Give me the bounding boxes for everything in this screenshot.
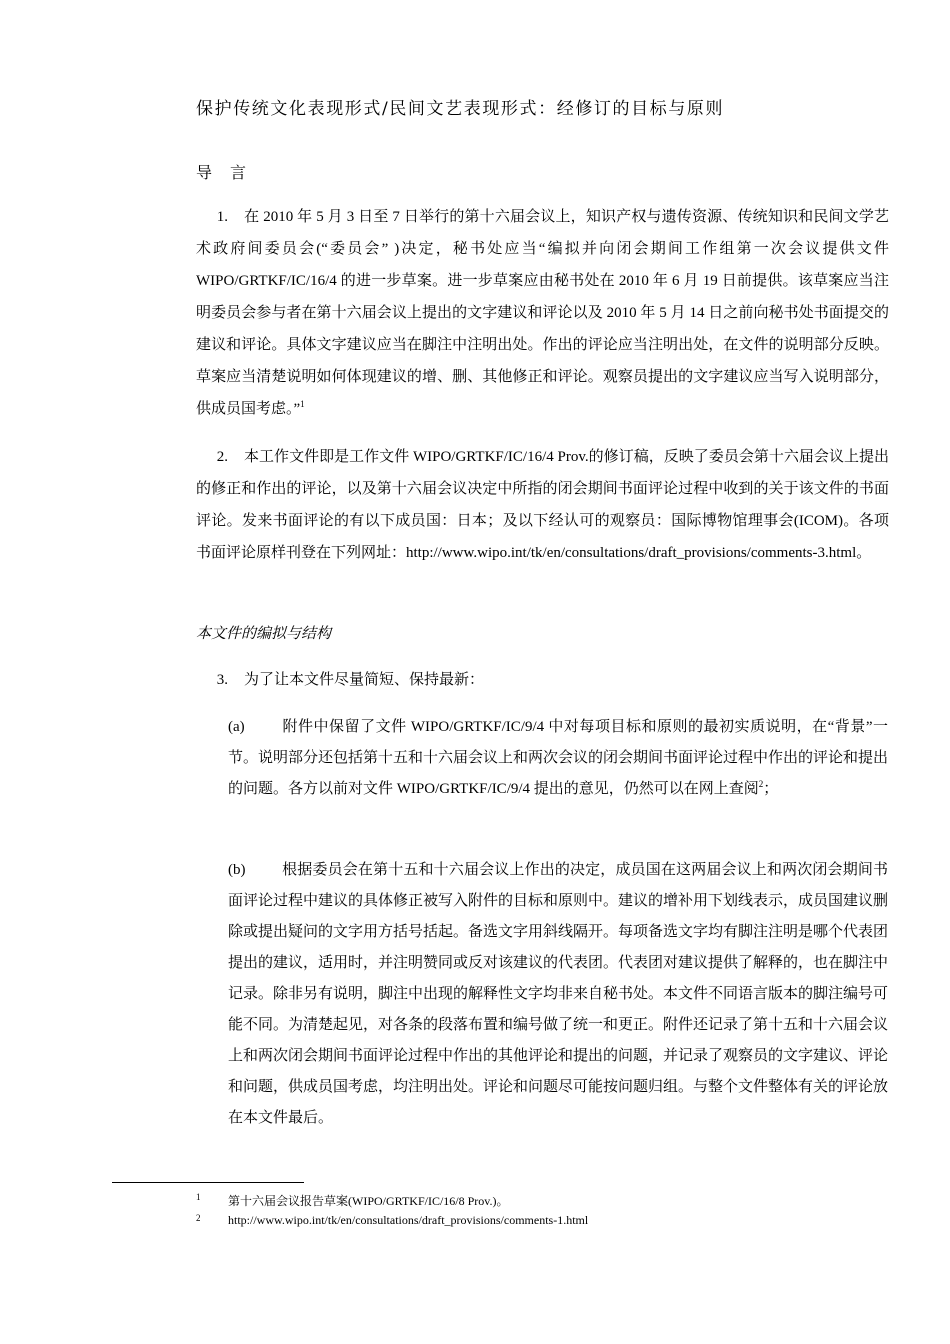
footnote-text: 第十六届会议报告草案(WIPO/GRTKF/IC/16/8 Prov.)。 xyxy=(228,1194,509,1208)
footnote-reference[interactable]: 2 xyxy=(758,779,764,789)
list-item-tail: ； xyxy=(763,781,779,797)
section-heading: 导言 xyxy=(196,163,265,182)
subsection-heading: 本文件的编拟与结构 xyxy=(196,624,332,642)
paragraph-text: 本工作文件即是工作文件 WIPO/GRTKF/IC/16/4 Prov.的修订稿，反映了委员会第十六届会议上提出的修正和作出的评论，以及第十六届会议决定中所指的闭会期间书面评论过程中收到的关于该文件的书面评论。发来书面评论的有以下成员国：日本；及以下经认可的观察员：国际博物馆理事会(ICOM)。各项书面评论原样刊登在下列网址：http://www.wipo.int/tk/en/consultations/draft_provisions/comments-3.html。 xyxy=(196,449,889,561)
footnote-separator xyxy=(112,1182,304,1183)
list-item-b xyxy=(228,855,888,1134)
paragraph-2 xyxy=(196,441,889,569)
list-item-label: (a) xyxy=(228,719,245,735)
footnote-reference[interactable]: 1 xyxy=(300,399,305,409)
paragraph-1 xyxy=(196,201,889,425)
list-item-a xyxy=(228,712,888,805)
paragraph-number: 2. xyxy=(216,449,228,465)
paragraph-number: 3. xyxy=(216,672,228,688)
list-item-text: 根据委员会在第十五和十六届会议上作出的决定，成员国在这两届会议上和两次闭会期间书面评论过程中建议的具体修正被写入附件的目标和原则中。建议的增补用下划线表示，成员国建议删除或提出疑问的文字用方括号括起。备选文字用斜线隔开。每项备选文字均有脚注注明是哪个代表团提出的建议，适用时，并注明赞同或反对该建议的代表团。代表团对建议提供了解释的，也在脚注中记录。除非另有说明，脚注中出现的解释性文字均非来自秘书处。本文件不同语言版本的脚注编号可能不同。为清楚起见，对各条的段落布置和编号做了统一和更正。附件还记录了第十五和十六届会议上和两次闭会期间书面评论过程中作出的其他评论和提出的问题，并记录了观察员的文字建议、评论和问题，供成员国考虑，均注明出处。评论和问题尽可能按问题归组。与整个文件整体有关的评论放在本文件最后。 xyxy=(228,862,889,1126)
list-item-text: 附件中保留了文件 WIPO/GRTKF/IC/9/4 中对每项目标和原则的最初实质说明，在“背景”一节。说明部分还包括第十五和十六届会议上和两次会议的闭会期间书面评论过程中作出的评论和提出的问题。各方以前对文件 WIPO/GRTKF/IC/9/4 提出的意见，仍然可以在网上查阅 xyxy=(228,719,889,797)
document-title: 保护传统文化表现形式/民间文艺表现形式：经修订的目标与原则 xyxy=(196,99,725,119)
paragraph-3 xyxy=(196,664,889,696)
footnote-2 xyxy=(196,1213,588,1228)
paragraph-number: 1. xyxy=(216,209,228,225)
footnote-1 xyxy=(196,1192,509,1209)
paragraph-text: 为了让本文件尽量简短、保持最新： xyxy=(244,672,485,688)
paragraph-text: 在 2010 年 5 月 3 日至 7 日举行的第十六届会议上，知识产权与遗传资源、传统知识和民间文学艺术政府间委员会(“委员会” )决定，秘书处应当“编拟并向闭会期间工作组第一次会议提供文件 WIPO/GRTKF/IC/16/4 的进一步草案。进一步草案应由秘书处在 2010 年 6 月 19 日前提供。该草案应当注明委员会参与者在第十六届会议上提出的文字建议和评论以及 2010 年 5 月 14 日之前向秘书处书面提交的建议和评论。具体文字建议应当在脚注中注明出处。作出的评论应当注明出处，在文件的说明部分反映。草案应当清楚说明如何体现建议的增、删、其他修正和评论。观察员提出的文字建议应当写入说明部分，供成员国考虑。” xyxy=(196,209,889,417)
footnote-number: 1 xyxy=(196,1192,201,1202)
footnote-number: 2 xyxy=(196,1213,201,1223)
footnote-text[interactable]: http://www.wipo.int/tk/en/consultations/draft_provisions/comments-1.html xyxy=(228,1213,589,1227)
list-item-label: (b) xyxy=(228,862,246,878)
